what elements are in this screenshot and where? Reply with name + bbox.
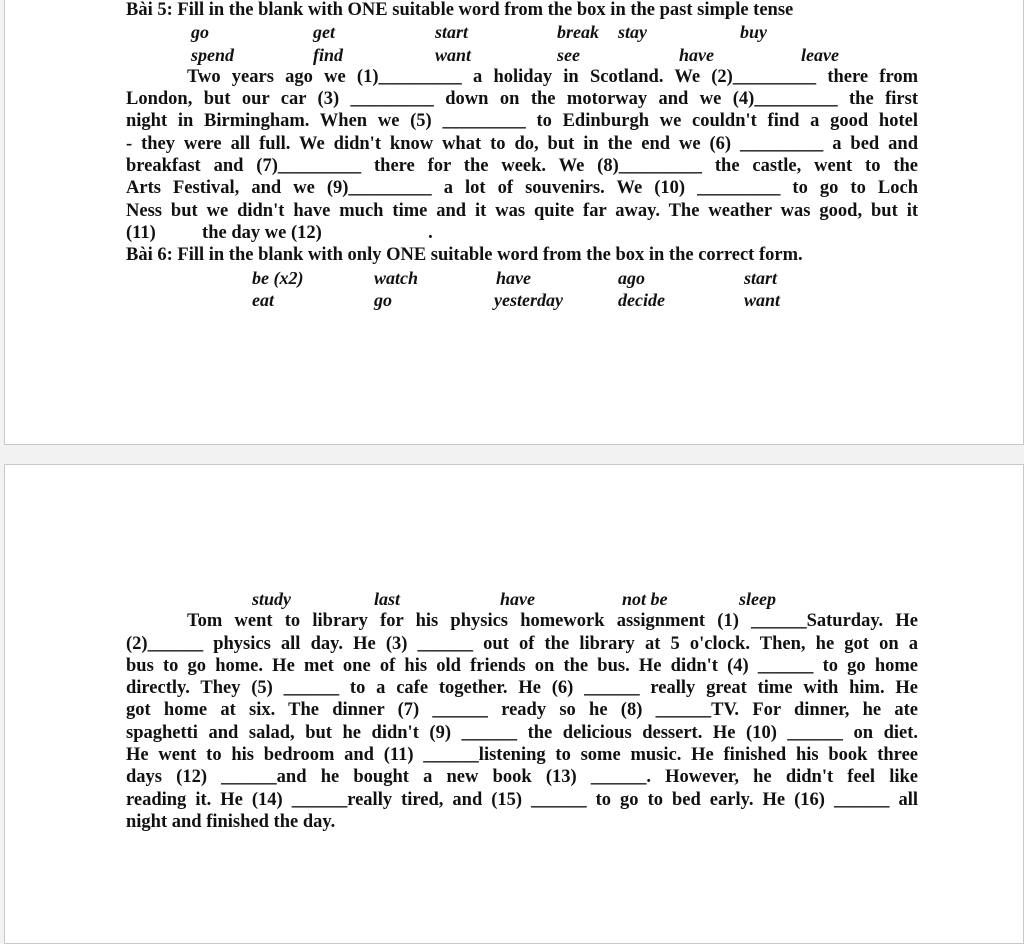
exercise-5-text-line: Ness but we didn't have much time and it was quite far away. The weather was good, but it [126,200,918,221]
document-page-2 [4,464,1024,944]
exercise-5-text-line: Arts Festival, and we (9)_________ a lot of souvenirs. We (10) _________ to go to Loch [126,178,918,199]
word-box-item: ago [618,267,645,288]
word-box-item: want [744,289,781,310]
exercise-6-text-line: days (12) ______and he bought a new book (13) ______. However, he didn't feel like [126,767,918,788]
word-box-item: see [557,44,580,65]
exercise-6-text-line: He went to his bedroom and (11) ______listening to some music. He finished his book three [126,745,918,766]
word-box-item: have [679,44,714,65]
word-box-item: have [500,589,535,609]
word-box-item: have [496,267,531,288]
exercise-5-text-line: night in Birmingham. When we (5) _________ to Edinburgh we couldn't find a good hotel [126,111,918,132]
exercise-6-text-line: directly. They (5) ______ to a cafe together. He (6) ______ really great time with him. He [126,678,918,699]
exercise-6-text-line: reading it. He (14) ______really tired, and (15) ______ to go to bed early. He (16) ______ all [126,789,918,810]
word-box-item: get [313,22,335,43]
exercise-6-word-box-row-3 [126,588,918,610]
word-box-item: eat [252,289,274,310]
word-box-item: start [744,267,778,288]
exercise-5-title: Bài 5: Fill in the blank with ONE suitable word from the box in the past simple tense [126,0,794,20]
exercise-6-text-line: got home at six. The dinner (7) ______ ready so he (8) ______TV. For dinner, he ate [126,700,918,721]
exercise-6-continued [126,588,918,833]
exercise-5-text-line: London, but our car (3) _________ down on the motorway and we (4)_________ the first [126,89,918,110]
word-box-item: leave [801,44,839,65]
word-box-item: find [313,44,344,65]
word-box-item: go [374,289,392,310]
word-box-item: break [557,22,599,43]
exercise-6-text-line: spaghetti and salad, but he didn't (9) ______ the delicious dessert. He (10) ______ on diet. [126,722,918,743]
exercise-6-word-box-row-2 [126,289,918,311]
word-box-item: go [191,22,209,43]
exercise-5-word-box-row-1 [126,21,918,43]
word-box-item: spend [191,44,235,65]
word-box-item: want [435,44,472,65]
exercise-5-text-line: breakfast and (7)_________ there for the week. We (8)_________ the castle, went to the [126,156,918,177]
exercise-6-word-box-row-1 [126,267,918,289]
exercise-6-title: Bài 6: Fill in the blank with only ONE suitable word from the box in the correct form. [126,245,803,266]
word-box-item: last [374,589,401,609]
word-box-item: study [252,589,292,609]
word-box-item: be (x2) [252,267,304,288]
exercise-6-text-line: (2)______ physics all day. He (3) ______ out of the library at 5 o'clock. Then, he got on a [126,633,918,654]
word-box-item: not be [622,589,668,609]
exercise-5-text-line: Two years ago we (1)_________ a holiday in Scotland. We (2)_________ there from [187,66,918,87]
word-box-item: start [435,22,469,43]
word-box-item: buy [740,22,767,43]
exercise-6-text-line: Tom went to library for his physics homework assignment (1) ______Saturday. He [187,611,918,632]
word-box-item: watch [374,267,419,288]
word-box-item: sleep [739,589,776,609]
exercise-6-text-line: night and finished the day. [126,811,336,832]
word-box-item: stay [618,22,647,43]
exercise-6-text-line: bus to go home. He met one of his old friends on the bus. He didn't (4) ______ to go home [126,655,918,676]
exercise-5-word-box-row-2 [126,44,918,66]
exercise-5 [126,0,918,311]
document-page-1 [4,0,1024,445]
word-box-item: decide [618,289,665,310]
exercise-5-text-line: - they were all full. We didn't know what to do, but in the end we (6) _________ a bed and [126,133,918,154]
exercise-5-text-line: (11) the day we (12) . [126,222,433,243]
word-box-item: yesterday [494,289,563,310]
